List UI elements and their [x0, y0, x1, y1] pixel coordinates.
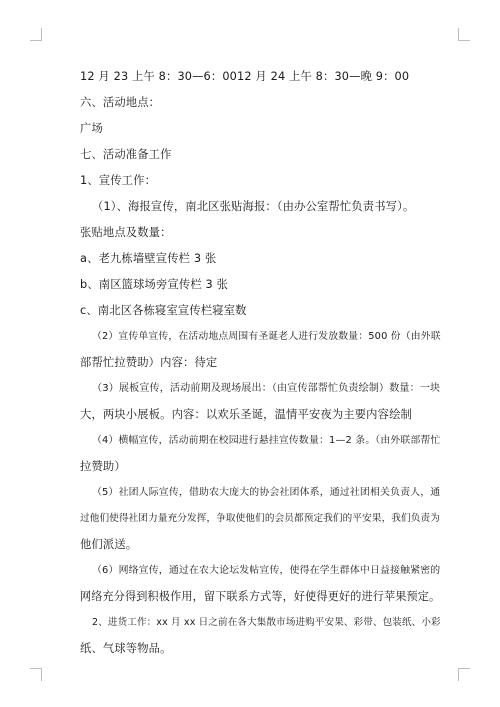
paragraph-line: （6）网络宣传，通过在农大论坛发帖宣传，使得在学生群体中日益接触紧密的: [92, 565, 441, 576]
paragraph-line: 2、进货工作：xx 月 xx 日之前在各大集散市场进购平安果、彩带、包装纸、小彩: [92, 617, 441, 628]
crop-mark-bottom-left: [41, 668, 42, 681]
crop-mark-bottom-right: [458, 668, 459, 681]
paragraph-line: 部帮忙拉赞助）内容：待定: [80, 356, 218, 369]
paragraph-line: 大，两块小展板。内容：以欢乐圣诞，温情平安夜为主要内容绘制: [80, 408, 412, 421]
section-heading-preparation: 七、活动准备工作: [80, 148, 172, 161]
paragraph-line: （1）、海报宣传，南北区张贴海报：（由办公室帮忙负责书写）。: [92, 200, 415, 213]
paragraph-line: （5）社团人际宣传，借助农大庞大的协会社团体系，通过社团相关负责人，通: [92, 487, 441, 498]
paragraph-line: 张贴地点及数量：: [80, 226, 172, 239]
location-text: 广场: [80, 122, 103, 135]
schedule-line: 12 月 23 上午 8：30—6：0012 月 24 上午 8：30—晚 9：00: [80, 70, 410, 83]
paragraph-line: 过他们使得社团力量充分发挥，争取使他们的会员都预定我们的平安果，我们负责为: [80, 513, 440, 524]
crop-mark-top-right: [458, 40, 470, 41]
list-item: a、老九栋墙壁宣传栏 3 张: [80, 252, 217, 265]
paragraph-line: 拉赞助）: [80, 460, 126, 473]
crop-mark-top-right: [458, 28, 459, 41]
paragraph-line: （2）宣传单宣传，在活动地点周围有圣诞老人进行发放数量：500 份（由外联: [92, 331, 441, 342]
crop-mark-top-left: [41, 28, 42, 41]
paragraph-line: 他们派送。: [80, 538, 138, 551]
list-item: c、南北区各栋寝室宣传栏寝室数: [80, 304, 247, 317]
section-heading-location: 六、活动地点：: [80, 96, 161, 109]
paragraph-line: （4）横幅宣传，活动前期在校园进行悬挂宣传数量：1—2 条。（由外联部帮忙: [92, 435, 441, 446]
paragraph-line: 纸、气球等物品。: [80, 642, 172, 655]
paragraph-line: （3）展板宣传，活动前期及现场展出：（由宣传部帮忙负责绘制）数量：一块: [92, 383, 441, 394]
list-item: b、南区篮球场旁宣传栏 3 张: [80, 278, 229, 291]
crop-mark-bottom-right: [458, 668, 470, 669]
paragraph-line: 网络充分得到积极作用，留下联系方式等，好使得更好的进行苹果预定。: [80, 590, 441, 603]
subsection-heading-publicity: 1、宣传工作：: [80, 174, 157, 187]
